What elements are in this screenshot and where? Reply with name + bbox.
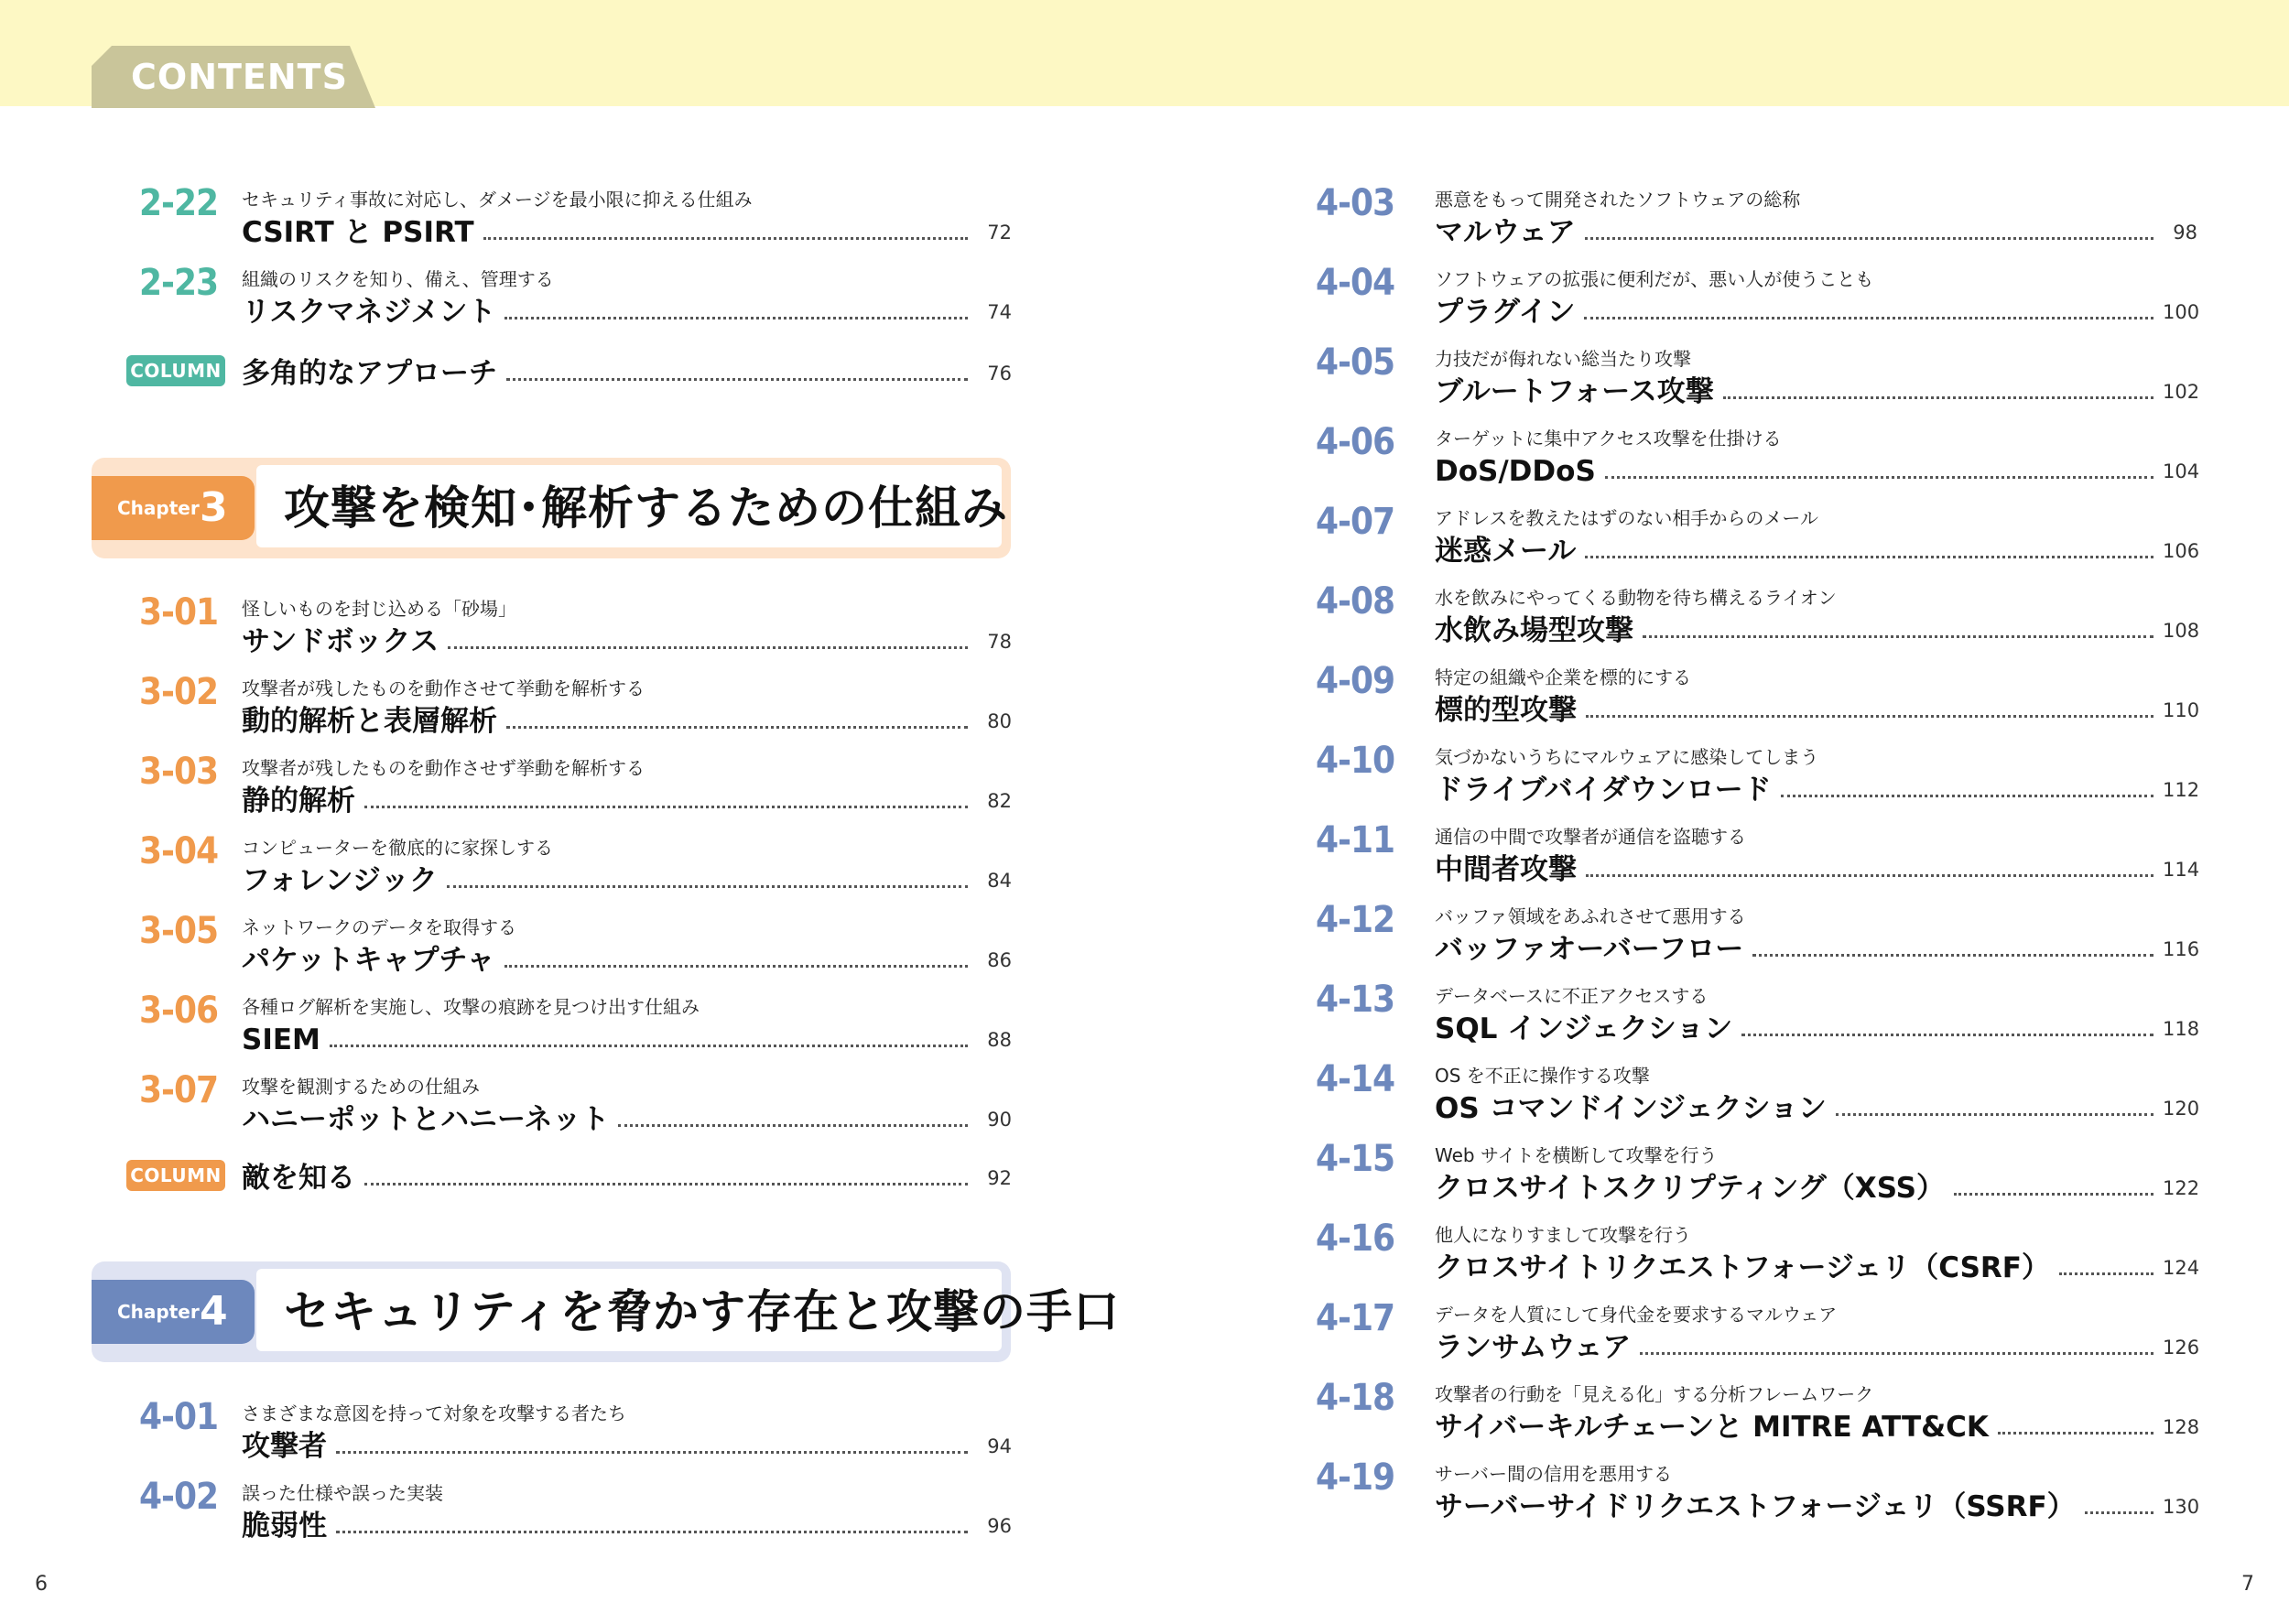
entry-title: 動的解析と表層解析 <box>242 705 497 738</box>
entry-subtitle: 誤った仕様や誤った実装 <box>242 1482 443 1504</box>
entry-page: 126 <box>2163 1337 2200 1359</box>
entry-line <box>1435 1011 2200 1047</box>
entry-number: 4-08 <box>1315 580 1395 623</box>
entry-number: 4-15 <box>1315 1138 1395 1180</box>
entry-number: 4-07 <box>1315 501 1395 543</box>
chapter-number: 4 <box>200 1288 228 1335</box>
entry-number: 2-23 <box>138 262 219 304</box>
entry-subtitle: 攻撃者が残したものを動作させて挙動を解析する <box>242 677 645 699</box>
toc-entry[interactable] <box>1305 1456 2200 1529</box>
dot-leader <box>1584 317 2153 319</box>
dot-leader <box>506 726 968 729</box>
entry-line <box>1435 294 2200 330</box>
page-number-right: 7 <box>2241 1573 2254 1596</box>
toc-column-entry[interactable] <box>128 1127 1012 1200</box>
contents-label: CONTENTS <box>131 57 348 97</box>
dot-leader <box>1998 1432 2153 1435</box>
entry-title: サイバーキルチェーンと MITRE ATT&CK <box>1435 1411 1989 1444</box>
entry-number: 3-07 <box>138 1069 219 1111</box>
entry-title: クロスサイトリクエストフォージェリ（CSRF） <box>1435 1251 2050 1284</box>
entry-title: CSIRT と PSIRT <box>242 216 474 249</box>
entry-subtitle: 他人になりすまして攻撃を行う <box>1435 1224 1691 1246</box>
entry-title: 攻撃者 <box>242 1430 327 1463</box>
entry-page: 78 <box>987 631 1012 653</box>
entry-number: 4-17 <box>1315 1297 1395 1339</box>
dot-leader <box>1752 954 2153 957</box>
toc-entry[interactable] <box>128 829 1012 903</box>
entry-title: 中間者攻撃 <box>1435 853 1577 886</box>
entry-title: ブルートフォース攻撃 <box>1435 375 1714 408</box>
toc-entry[interactable] <box>1305 659 2200 732</box>
entry-subtitle: データベースに不正アクセスする <box>1435 985 1709 1007</box>
entry-title: マルウェア <box>1435 216 1576 249</box>
dot-leader <box>1605 476 2153 479</box>
dot-leader <box>1586 715 2153 718</box>
entry-line <box>1435 533 2200 569</box>
toc-entry[interactable] <box>1305 978 2200 1051</box>
entry-title: クロスサイトスクリプティング（XSS） <box>1435 1172 1945 1205</box>
entry-subtitle: アドレスを教えたはずのない相手からのメール <box>1435 507 1818 529</box>
chapter-tag <box>92 476 255 540</box>
dot-leader <box>364 1183 968 1186</box>
entry-line <box>1435 1250 2200 1286</box>
entry-line <box>1435 851 2200 888</box>
toc-entry[interactable] <box>128 181 1012 254</box>
entry-line <box>1435 1170 2200 1207</box>
entry-line <box>1435 453 2200 490</box>
entry-subtitle: バッファ領域をあふれさせて悪用する <box>1435 905 1746 927</box>
toc-entry[interactable] <box>1305 261 2200 334</box>
entry-page: 104 <box>2163 460 2200 482</box>
entry-title: 多角的なアプローチ <box>242 357 497 390</box>
toc-entry[interactable] <box>1305 818 2200 892</box>
entry-number: 4-11 <box>1315 819 1395 861</box>
entry-line <box>242 623 1012 660</box>
entry-number: 4-04 <box>1315 262 1395 304</box>
entry-line <box>1435 214 2197 251</box>
entry-page: 80 <box>987 710 1012 732</box>
entry-line <box>1435 931 2200 968</box>
entry-page: 92 <box>987 1167 1012 1189</box>
entry-line <box>1435 692 2200 729</box>
dot-leader <box>1640 1352 2153 1355</box>
entry-subtitle: データを人質にして身代金を要求するマルウェア <box>1435 1304 1838 1326</box>
entry-number: 4-12 <box>1315 899 1395 941</box>
toc-entry[interactable] <box>1305 1376 2200 1449</box>
entry-page: 110 <box>2163 699 2200 721</box>
toc-entry[interactable] <box>128 1395 1012 1468</box>
dot-leader <box>504 965 968 968</box>
dot-leader <box>506 378 968 381</box>
dot-leader <box>364 806 968 808</box>
toc-entry[interactable] <box>128 1475 1012 1548</box>
entry-title: DoS/DDoS <box>1435 455 1596 488</box>
chapter-title: 攻撃を検知･解析するための仕組み <box>284 482 1008 535</box>
dot-leader <box>336 1451 968 1454</box>
entry-subtitle: ソフトウェアの拡張に便利だが、悪い人が使うことも <box>1435 268 1874 290</box>
toc-entry[interactable] <box>1305 1137 2200 1210</box>
entry-line <box>242 862 1012 899</box>
entry-title: ランサムウェア <box>1435 1331 1632 1364</box>
entry-page: 82 <box>987 790 1012 812</box>
dot-leader <box>447 885 968 888</box>
entry-subtitle: 各種ログ解析を実施し、攻撃の痕跡を見つけ出す仕組み <box>242 996 700 1018</box>
entry-number: 4-18 <box>1315 1377 1395 1419</box>
chapter-word: Chapter <box>117 1301 200 1323</box>
chapter-3-banner[interactable] <box>92 458 1011 558</box>
entry-title: サンドボックス <box>242 625 439 658</box>
entry-title: ハニーポットとハニーネット <box>242 1103 610 1136</box>
entry-number: 3-01 <box>138 591 219 633</box>
entry-subtitle: Web サイトを横断して攻撃を行う <box>1435 1144 1718 1166</box>
entry-subtitle: コンピューターを徹底的に家探しする <box>242 837 553 859</box>
entry-page: 88 <box>987 1029 1012 1051</box>
entry-page: 124 <box>2163 1257 2200 1279</box>
entry-page: 100 <box>2163 301 2200 323</box>
entry-subtitle: 攻撃者の行動を「見える化」する分析フレームワーク <box>1435 1383 1874 1405</box>
entry-page: 84 <box>987 870 1012 892</box>
dot-leader <box>336 1531 968 1533</box>
entry-page: 74 <box>987 301 1012 323</box>
entry-title: 敵を知る <box>242 1162 355 1195</box>
column-badge: COLUMN <box>126 355 225 386</box>
dot-leader <box>448 646 968 649</box>
toc-entry[interactable] <box>1305 1217 2200 1290</box>
entry-page: 106 <box>2163 540 2200 562</box>
entry-line <box>1435 374 2200 410</box>
entry-number: 4-02 <box>138 1476 219 1518</box>
entry-page: 102 <box>2163 381 2200 403</box>
entry-page: 86 <box>987 949 1012 971</box>
entry-title: サーバーサイドリクエストフォージェリ（SSRF） <box>1435 1490 2076 1523</box>
column-badge: COLUMN <box>126 1160 225 1191</box>
entry-subtitle: 特定の組織や企業を標的にする <box>1435 666 1691 688</box>
entry-number: 3-03 <box>138 751 219 793</box>
entry-line <box>1435 1489 2200 1525</box>
entry-number: 3-06 <box>138 990 219 1032</box>
chapter-4-banner[interactable] <box>92 1261 1120 1362</box>
entry-line <box>242 703 1012 740</box>
entry-title: ドライブバイダウンロード <box>1435 774 1772 807</box>
entry-page: 76 <box>987 363 1012 384</box>
entry-line <box>242 1160 1012 1196</box>
toc-entry[interactable] <box>1305 420 2200 493</box>
entry-subtitle: 攻撃者が残したものを動作させず挙動を解析する <box>242 757 645 779</box>
entry-line <box>242 214 1012 251</box>
entry-number: 4-05 <box>1315 341 1395 384</box>
entry-title: プラグイン <box>1435 296 1576 329</box>
chapter-tag <box>92 1280 255 1344</box>
chapter-title: セキュリティを脅かす存在と攻撃の手口 <box>284 1285 1120 1338</box>
entry-page: 118 <box>2163 1018 2200 1040</box>
entry-number: 4-03 <box>1315 182 1395 224</box>
dot-leader <box>2059 1272 2153 1275</box>
toc-entry[interactable] <box>128 750 1012 823</box>
entry-number: 4-01 <box>138 1396 219 1438</box>
entry-line <box>242 1428 1012 1465</box>
entry-page: 96 <box>987 1515 1012 1537</box>
entry-title: パケットキャプチャ <box>242 944 495 977</box>
entry-page: 122 <box>2163 1177 2200 1199</box>
toc-entry[interactable] <box>1305 898 2200 971</box>
entry-number: 2-22 <box>138 182 219 224</box>
dot-leader <box>330 1045 968 1047</box>
dot-leader <box>2085 1511 2153 1514</box>
entry-line <box>242 355 1012 392</box>
entry-title: バッファオーバーフロー <box>1435 933 1744 966</box>
entry-subtitle: OS を不正に操作する攻撃 <box>1435 1065 1650 1087</box>
entry-title: 迷惑メール <box>1435 535 1577 568</box>
entry-page: 114 <box>2163 859 2200 881</box>
page-number-left: 6 <box>35 1573 48 1596</box>
toc-entry[interactable] <box>128 590 1012 664</box>
toc-column-entry[interactable] <box>128 322 1012 395</box>
entry-number: 4-06 <box>1315 421 1395 463</box>
entry-subtitle: 悪意をもって開発されたソフトウェアの総称 <box>1435 189 1801 211</box>
entry-page: 112 <box>2163 779 2200 801</box>
entry-page: 130 <box>2163 1496 2200 1518</box>
toc-entry[interactable] <box>1305 1296 2200 1370</box>
entry-page: 116 <box>2163 938 2200 960</box>
entry-title: SIEM <box>242 1023 320 1056</box>
entry-number: 4-16 <box>1315 1218 1395 1260</box>
entry-number: 4-10 <box>1315 740 1395 782</box>
entry-line <box>1435 612 2200 649</box>
toc-entry[interactable] <box>128 909 1012 982</box>
chapter-word: Chapter <box>117 497 200 519</box>
entry-line <box>1435 1090 2200 1127</box>
entry-page: 90 <box>987 1109 1012 1131</box>
dot-leader <box>1586 874 2153 877</box>
entry-subtitle: ターゲットに集中アクセス攻撃を仕掛ける <box>1435 428 1782 449</box>
entry-title: フォレンジック <box>242 864 438 897</box>
entry-line <box>1435 772 2200 808</box>
entry-subtitle: 組織のリスクを知り、備え、管理する <box>242 268 554 290</box>
chapter-number: 3 <box>200 484 228 531</box>
dot-leader <box>1585 237 2153 240</box>
entry-title: SQL インジェクション <box>1435 1012 1733 1045</box>
toc-entry[interactable] <box>1305 500 2200 573</box>
entry-title: 水飲み場型攻撃 <box>1435 614 1633 647</box>
dot-leader <box>1836 1113 2153 1116</box>
entry-page: 72 <box>987 222 1012 244</box>
toc-entry[interactable] <box>1305 1057 2200 1131</box>
entry-title: OS コマンドインジェクション <box>1435 1092 1827 1125</box>
entry-title: 標的型攻撃 <box>1435 694 1577 727</box>
toc-entry[interactable] <box>128 670 1012 743</box>
entry-page: 94 <box>987 1435 1012 1457</box>
entry-number: 4-19 <box>1315 1456 1395 1499</box>
entry-page: 128 <box>2163 1416 2200 1438</box>
entry-line <box>1435 1329 2200 1366</box>
entry-subtitle: 通信の中間で攻撃者が通信を盗聴する <box>1435 826 1746 848</box>
entry-subtitle: セキュリティ事故に対応し、ダメージを最小限に抑える仕組み <box>242 189 753 211</box>
toc-entry[interactable] <box>1305 181 2197 254</box>
toc-entry[interactable] <box>1305 739 2200 812</box>
entry-title: リスクマネジメント <box>242 296 496 329</box>
dot-leader <box>1723 396 2153 399</box>
entry-subtitle: サーバー間の信用を悪用する <box>1435 1463 1672 1485</box>
entry-number: 4-09 <box>1315 660 1395 702</box>
entry-subtitle: 怪しいものを封じ込める「砂場」 <box>242 598 516 620</box>
entry-subtitle: 気づかないうちにマルウェアに感染してしまう <box>1435 746 1819 768</box>
entry-title: 脆弱性 <box>242 1510 327 1543</box>
dot-leader <box>1741 1034 2153 1036</box>
entry-subtitle: 力技だが侮れない総当たり攻撃 <box>1435 348 1691 370</box>
entry-page: 108 <box>2163 620 2200 642</box>
dot-leader <box>1643 635 2153 638</box>
entry-line <box>242 783 1012 819</box>
entry-number: 3-04 <box>138 830 219 872</box>
entry-subtitle: 攻撃を観測するための仕組み <box>242 1076 480 1098</box>
toc-entry[interactable] <box>128 989 1012 1062</box>
dot-leader <box>504 317 968 319</box>
entry-number: 4-13 <box>1315 979 1395 1021</box>
entry-line <box>1435 1409 2200 1445</box>
toc-entry[interactable] <box>1305 341 2200 414</box>
entry-subtitle: 水を飲みにやってくる動物を待ち構えるライオン <box>1435 587 1837 609</box>
dot-leader <box>1781 795 2153 797</box>
dot-leader <box>483 237 968 240</box>
dot-leader <box>1585 556 2153 558</box>
entry-line <box>242 942 1012 979</box>
toc-entry[interactable] <box>1305 579 2200 653</box>
entry-line <box>242 1508 1012 1544</box>
dot-leader <box>1954 1193 2153 1196</box>
entry-number: 3-05 <box>138 910 219 952</box>
entry-subtitle: さまざまな意図を持って対象を攻撃する者たち <box>242 1402 626 1424</box>
entry-title: 静的解析 <box>242 785 355 817</box>
entry-number: 4-14 <box>1315 1058 1395 1100</box>
entry-number: 3-02 <box>138 671 219 713</box>
entry-page: 98 <box>2173 222 2197 244</box>
entry-line <box>242 1022 1012 1058</box>
entry-page: 120 <box>2163 1098 2200 1120</box>
entry-subtitle: ネットワークのデータを取得する <box>242 916 516 938</box>
